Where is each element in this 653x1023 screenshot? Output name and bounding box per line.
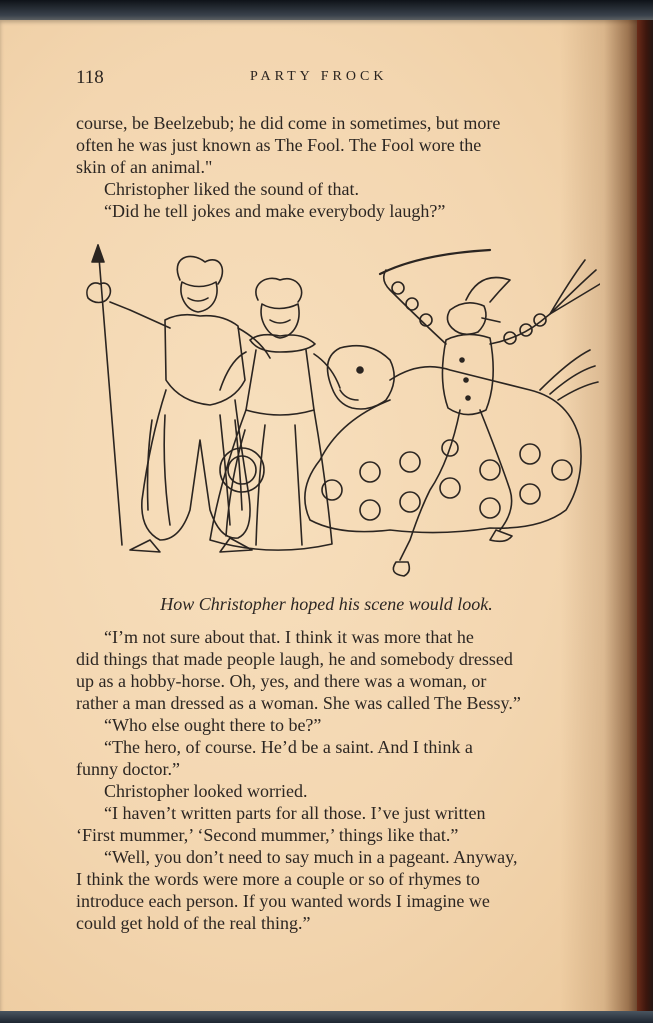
text-line: introduce each person. If you wanted words I imagine we (76, 891, 490, 911)
body-text-top (76, 112, 616, 222)
text-line: “I’m not sure about that. I think it was more that he (104, 627, 474, 647)
text-line: up as a hobby-horse. Oh, yes, and there was a woman, or (76, 671, 487, 691)
text-line: “Did he tell jokes and make everybody laugh?” (104, 201, 446, 221)
text-line: often he was just known as The Fool. The Fool wore the (76, 135, 482, 155)
text-line: skin of an animal." (76, 157, 213, 177)
text-line: “Well, you don’t need to say much in a pageant. Anyway, (104, 847, 518, 867)
book-title: PARTY FROCK (250, 69, 388, 84)
page-top-edge (0, 0, 653, 22)
text-line: Christopher looked worried. (104, 781, 308, 801)
page-bottom-edge (0, 1011, 653, 1023)
text-line: “I haven’t written parts for all those. I’ve just written (104, 803, 486, 823)
text-line: rather a man dressed as a woman. She was called The Bessy.” (76, 693, 521, 713)
text-line: I think the words were more a couple or so of rhymes to (76, 869, 480, 889)
book-cover-edge (637, 20, 653, 1020)
text-line: Christopher liked the sound of that. (104, 179, 359, 199)
text-line: “Who else ought there to be?” (104, 715, 322, 735)
text-line: could get hold of the real thing.” (76, 913, 311, 933)
hobby-horse-figure (305, 346, 598, 533)
running-head (76, 67, 596, 91)
illustration-caption: How Christopher hoped his scene would look. (160, 594, 493, 614)
text-line: did things that made people laugh, he and somebody dressed (76, 649, 513, 669)
mummers-illustration (70, 240, 600, 590)
text-line: funny doctor.” (76, 759, 180, 779)
text-line: course, be Beelzebub; he did come in sometimes, but more (76, 113, 501, 133)
knight-figure (87, 245, 270, 552)
text-line: “The hero, of course. He’d be a saint. And I think a (104, 737, 473, 757)
text-line: ‘First mummer,’ ‘Second mummer,’ things like that.” (76, 825, 459, 845)
page-number: 118 (76, 67, 104, 88)
body-text-bottom (76, 626, 616, 934)
